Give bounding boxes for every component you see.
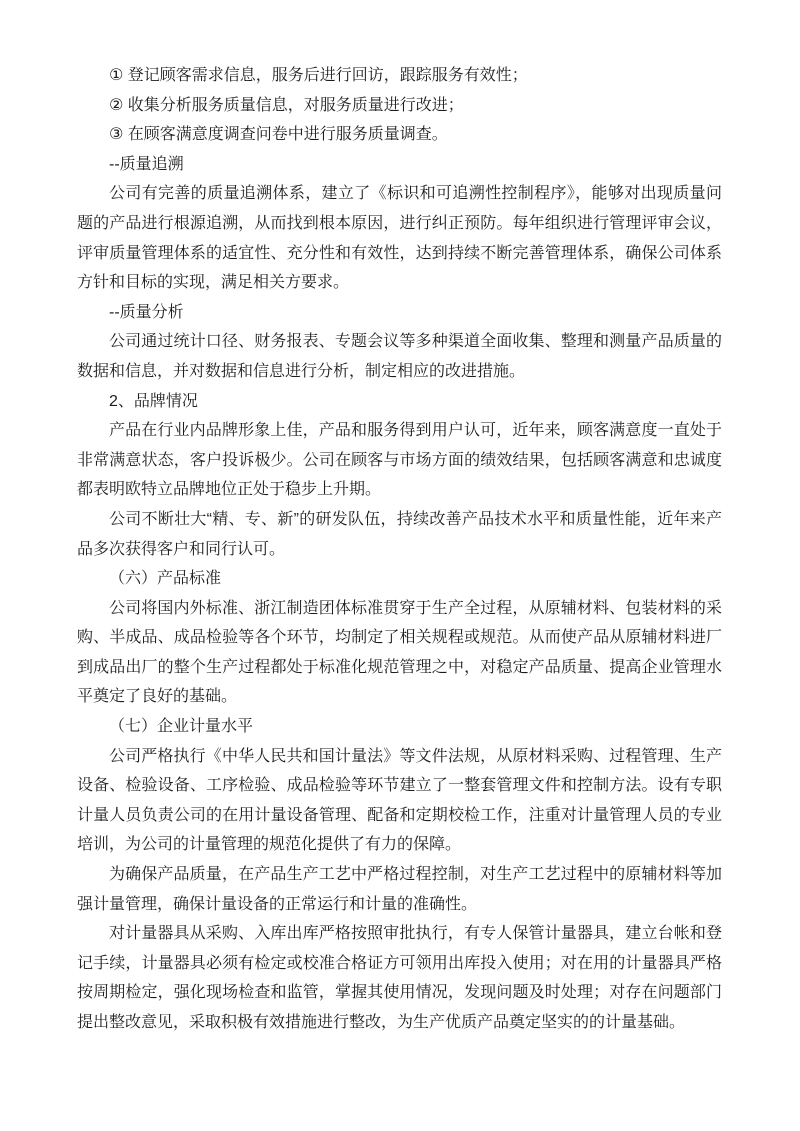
- dash-heading-quality-analysis: --质量分析: [109, 303, 184, 321]
- heading-brand-status: 2、品牌情况: [109, 392, 198, 410]
- heading-metrology-level: （七）企业计量水平: [109, 718, 254, 736]
- numbered-item-3: ③ 在顾客满意度调查问卷中进行服务质量调查。: [109, 126, 448, 144]
- numbered-item-2: ② 收集分析服务质量信息，对服务质量进行改进；: [109, 96, 464, 114]
- body-paragraph-brand-1: 产品在行业内品牌形象上佳，产品和服务得到用户认可，近年来，顾客满意度一直处于非常满意状态，客户投诉极少。公司在顾客与市场方面的绩效结果，包括顾客满意和忠诚度都表明欧特立品牌地位正处于稳步上升期。: [77, 422, 722, 499]
- body-paragraph-quality-analysis: 公司通过统计口径、财务报表、专题会议等多种渠道全面收集、整理和测量产品质量的数据和信息，并对数据和信息进行分析，制定相应的改进措施。: [77, 333, 722, 380]
- heading-product-standard: （六）产品标准: [109, 570, 222, 588]
- body-paragraph-metrology-2: 为确保产品质量，在产品生产工艺中严格过程控制，对生产工艺过程中的原辅材料等加强计量管理，确保计量设备的正常运行和计量的准确性。: [77, 866, 722, 913]
- body-paragraph-product-standard: 公司将国内外标准、浙江制造团体标准贯穿于生产全过程，从原辅材料、包装材料的采购、半成品、成品检验等各个环节，均制定了相关规程或规范。从而使产品从原辅材料进厂到成品出厂的整个生产过程都处于标准化规范管理之中，对稳定产品质量、提高企业管理水平奠定了良好的基础。: [77, 599, 722, 706]
- body-paragraph-metrology-1: 公司严格执行《中华人民共和国计量法》等文件法规，从原材料采购、过程管理、生产设备、检验设备、工序检验、成品检验等环节建立了一整套管理文件和控制方法。设有专职计量人员负责公司的在用计量设备管理、配备和定期校检工作，注重对计量管理人员的专业培训，为公司的计量管理的规范化提供了有力的保障。: [77, 747, 722, 854]
- numbered-item-1: ① 登记顾客需求信息，服务后进行回访，跟踪服务有效性；: [109, 67, 528, 84]
- body-paragraph-quality-trace: 公司有完善的质量追溯体系，建立了《标识和可追溯性控制程序》，能够对出现质量问题的产品进行根源追溯，从而找到根本原因，进行纠正预防。每年组织进行管理评审会议，评审质量管理体系的适宜性、充分性和有效性，达到持续不断完善管理体系，确保公司体系方针和目标的实现，满足相关方要求。: [77, 185, 722, 292]
- body-paragraph-metrology-3: 对计量器具从采购、入库出库严格按照审批执行，有专人保管计量器具，建立台帐和登记手续，计量器具必须有检定或校准合格证方可领用出库投入使用；对在用的计量器具严格按周期检定，强化现场检查和监管，掌握其使用情况，发现问题及时处理；对存在问题部门提出整改意见，采取积极有效措施进行整改，为生产优质产品奠定坚实的的计量基础。: [77, 925, 722, 1031]
- document-text-block: [77, 61, 722, 1038]
- body-paragraph-brand-2: 公司不断壮大“精、专、新”的研发队伍，持续改善产品技术水平和质量性能，近年来产品多次获得客户和同行认可。: [77, 510, 722, 558]
- dash-heading-quality-trace: --质量追溯: [109, 155, 184, 173]
